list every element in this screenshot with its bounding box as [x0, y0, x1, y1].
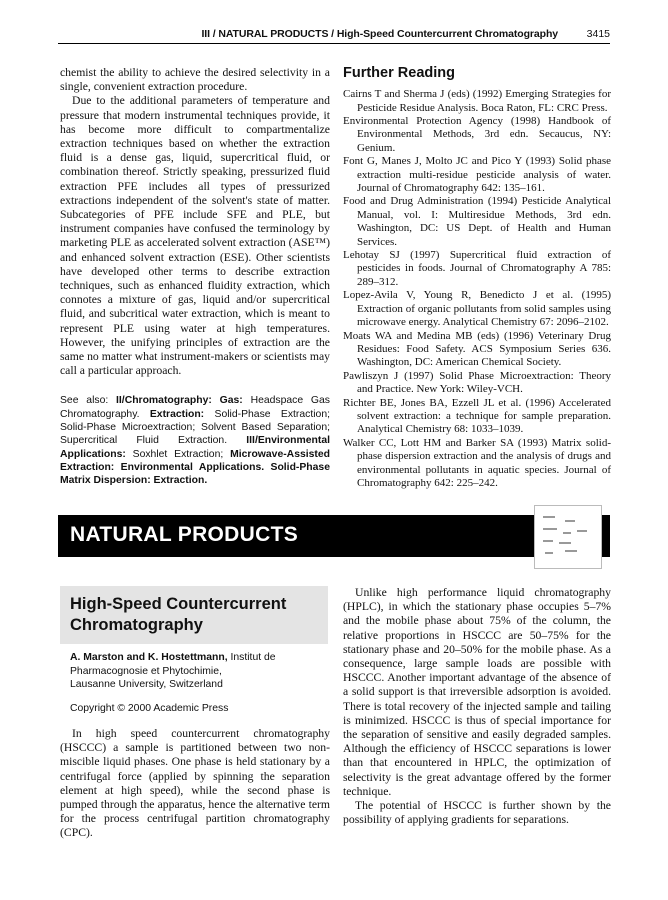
- logo-mark: [565, 520, 575, 522]
- reference-item: Cairns T and Sherma J (eds) (1992) Emerging Strategies for Pesticide Residue Analysis. Boca Raton, FL: CRC Press.: [343, 88, 611, 114]
- logo-mark: [577, 530, 587, 532]
- see-also-link[interactable]: Solid-Phase Extraction; Solid-Phase Microextraction; Solvent Based Separation; Supercritical Fluid Extraction.: [60, 408, 330, 447]
- see-also-link[interactable]: Soxhlet Extraction;: [132, 448, 224, 460]
- reference-item: Food and Drug Administration (1994) Pesticide Analytical Manual, vol. I: Multiresidue Methods, 3rd edn. Washington, DC: US Dept. of Health and Human Services.: [343, 195, 611, 248]
- reference-item: Pawliszyn J (1997) Solid Phase Microextraction: Theory and Practice. New York: Wiley-VCH.: [343, 369, 611, 396]
- affiliation: Lausanne University, Switzerland: [70, 679, 223, 690]
- further-reading-heading: Further Reading: [343, 65, 455, 81]
- see-also-link[interactable]: Microwave-Assisted Extraction: Environmental Applications. Solid-Phase Matrix Dispersion: Extraction.: [60, 448, 330, 487]
- reference-item: Richter BE, Jones BA, Ezzell JL et al. (1996) Accelerated solvent extraction: a technique for sample preparation. Analytical Chemistry 68: 1033–1039.: [343, 396, 611, 436]
- section-banner: [58, 515, 610, 557]
- section-banner-title: NATURAL PRODUCTS: [70, 523, 299, 546]
- paragraph: Unlike high performance liquid chromatography (HPLC), in which the stationary phase occupies 5–7% and the mobile phase about 75% of the column, the relative proportions in HSCCC are 50–75% for the stationary phase and 20–50% for the mobile phase. As a consequence, large sample loads are possible with HSCCC. Another important advantage of the absence of a solid support is that irreversible adsorption is avoided. There is total recovery of the injected sample and tailing is minimized. HSCCC is thus of special importance for the separation of sensitive and easily degraded samples. Although the efficiency of HSCCC separations is lower than that encountered in HPLC, the optimization of selectivity is the great advantage offered by the former technique.: [343, 586, 611, 798]
- article-intro-column: [60, 727, 330, 841]
- page-number: 3415: [586, 28, 610, 40]
- reference-item: Lehotay SJ (1997) Supercritical fluid extraction of pesticides in foods. Journal of Chromatography A 785: 289–312.: [343, 249, 611, 288]
- article-title: High-Speed Countercurrent Chromatography: [70, 595, 287, 634]
- reference-item: Font G, Manes J, Molto JC and Pico Y (1993) Solid phase extraction multi-residue pesticide analysis of water. Journal of Chromatography 642: 135–161.: [343, 155, 611, 195]
- reference-item: Walker CC, Lott HM and Barker SA (1993) Matrix solid-phase dispersion extraction and the analysis of drugs and environmental pollutants in aquatic species. Journal of Chromatography 642: 225–242.: [343, 436, 611, 489]
- see-also: [60, 394, 330, 487]
- authors: A. Marston and K. Hostettmann,: [70, 652, 228, 663]
- paragraph: In high speed countercurrent chromatography (HSCCC) a sample is partitioned between two non-miscible liquid phases. One phase is held stationary by a centrifugal force (applied by spinning the separation element at high speed), while the second phase is pumped through the apparatus, hence the alternative term for the process centrifugal partition chromatography (CPC).: [60, 727, 330, 840]
- see-also-lead: See also:: [60, 395, 109, 407]
- see-also-link[interactable]: Extraction:: [149, 408, 205, 420]
- logo-mark: [565, 550, 577, 552]
- article-right-column: [343, 586, 611, 827]
- left-column-top: [60, 66, 330, 488]
- chromatogram-logo-icon: [534, 505, 602, 569]
- paragraph: Due to the additional parameters of temperature and pressure that modern instrumental techniques provide, it has become more difficult to compartmentalize extraction techniques based on whether the extraction fluid is a dense gas, liquid, supercritical fluid, or combination thereof. Strictly speaking, pressurized fluid extraction PFE includes all types of pressurized extractions independent of the solvent's state of matter. Subcategories of PFE include SFE and PLE, but instrument companies have confused the terminology by marketing PLE as accelerated solvent extraction (ASE™) and enhanced solvent extraction (ESE). Other scientists have developed other terms to describe extraction techniques, such as enhanced fluidity extraction, which connotes a mixture of gas, liquid and/or supercritical fluid, and subcritical water extraction, which is meant to represent PLE using water at high temperatures. However, the unifying principles of extraction are the same no matter what instrument-makers or scientists may call a particular approach.: [60, 94, 330, 378]
- affiliation: Institut de Pharmacognosie et Phytochimie,: [70, 652, 276, 677]
- running-header: [58, 28, 610, 44]
- reference-item: Lopez-Avila V, Young R, Benedicto J et al. (1995) Extraction of organic pollutants from solid samples using microwave energy. Analytical Chemistry 67: 2096–2102.: [343, 289, 611, 329]
- running-title: III / NATURAL PRODUCTS / High-Speed Countercurrent Chromatography: [201, 28, 558, 40]
- logo-mark: [543, 516, 555, 518]
- reference-item: Moats WA and Medina MB (eds) (1996) Veterinary Drug Residues: Food Safety. ACS Symposium Series 636. Washington, DC: American Chemical Society.: [343, 329, 611, 369]
- logo-mark: [559, 542, 571, 544]
- further-reading: [343, 66, 611, 490]
- header-rule: [58, 43, 610, 44]
- logo-mark: [543, 528, 557, 530]
- logo-mark: [543, 540, 553, 542]
- copyright: Copyright © 2000 Academic Press: [70, 702, 229, 714]
- logo-mark: [545, 552, 553, 554]
- author-block: [70, 651, 330, 715]
- logo-mark: [563, 532, 571, 534]
- article-title-box: [60, 586, 328, 644]
- paragraph: chemist the ability to achieve the desired selectivity in a single, convenient extraction procedure.: [60, 66, 330, 94]
- reference-item: Environmental Protection Agency (1998) Handbook of Environmental Methods, 3rd edn. Secaucus, NY: Genium.: [343, 115, 611, 154]
- see-also-link[interactable]: II/Chromatography: Gas:: [116, 395, 243, 407]
- paragraph: The potential of HSCCC is further shown by the possibility of applying gradients for separations.: [343, 799, 611, 827]
- see-also-link[interactable]: III/Environmental Applications:: [60, 435, 330, 460]
- see-also-link[interactable]: Headspace Gas Chromatography.: [60, 395, 330, 420]
